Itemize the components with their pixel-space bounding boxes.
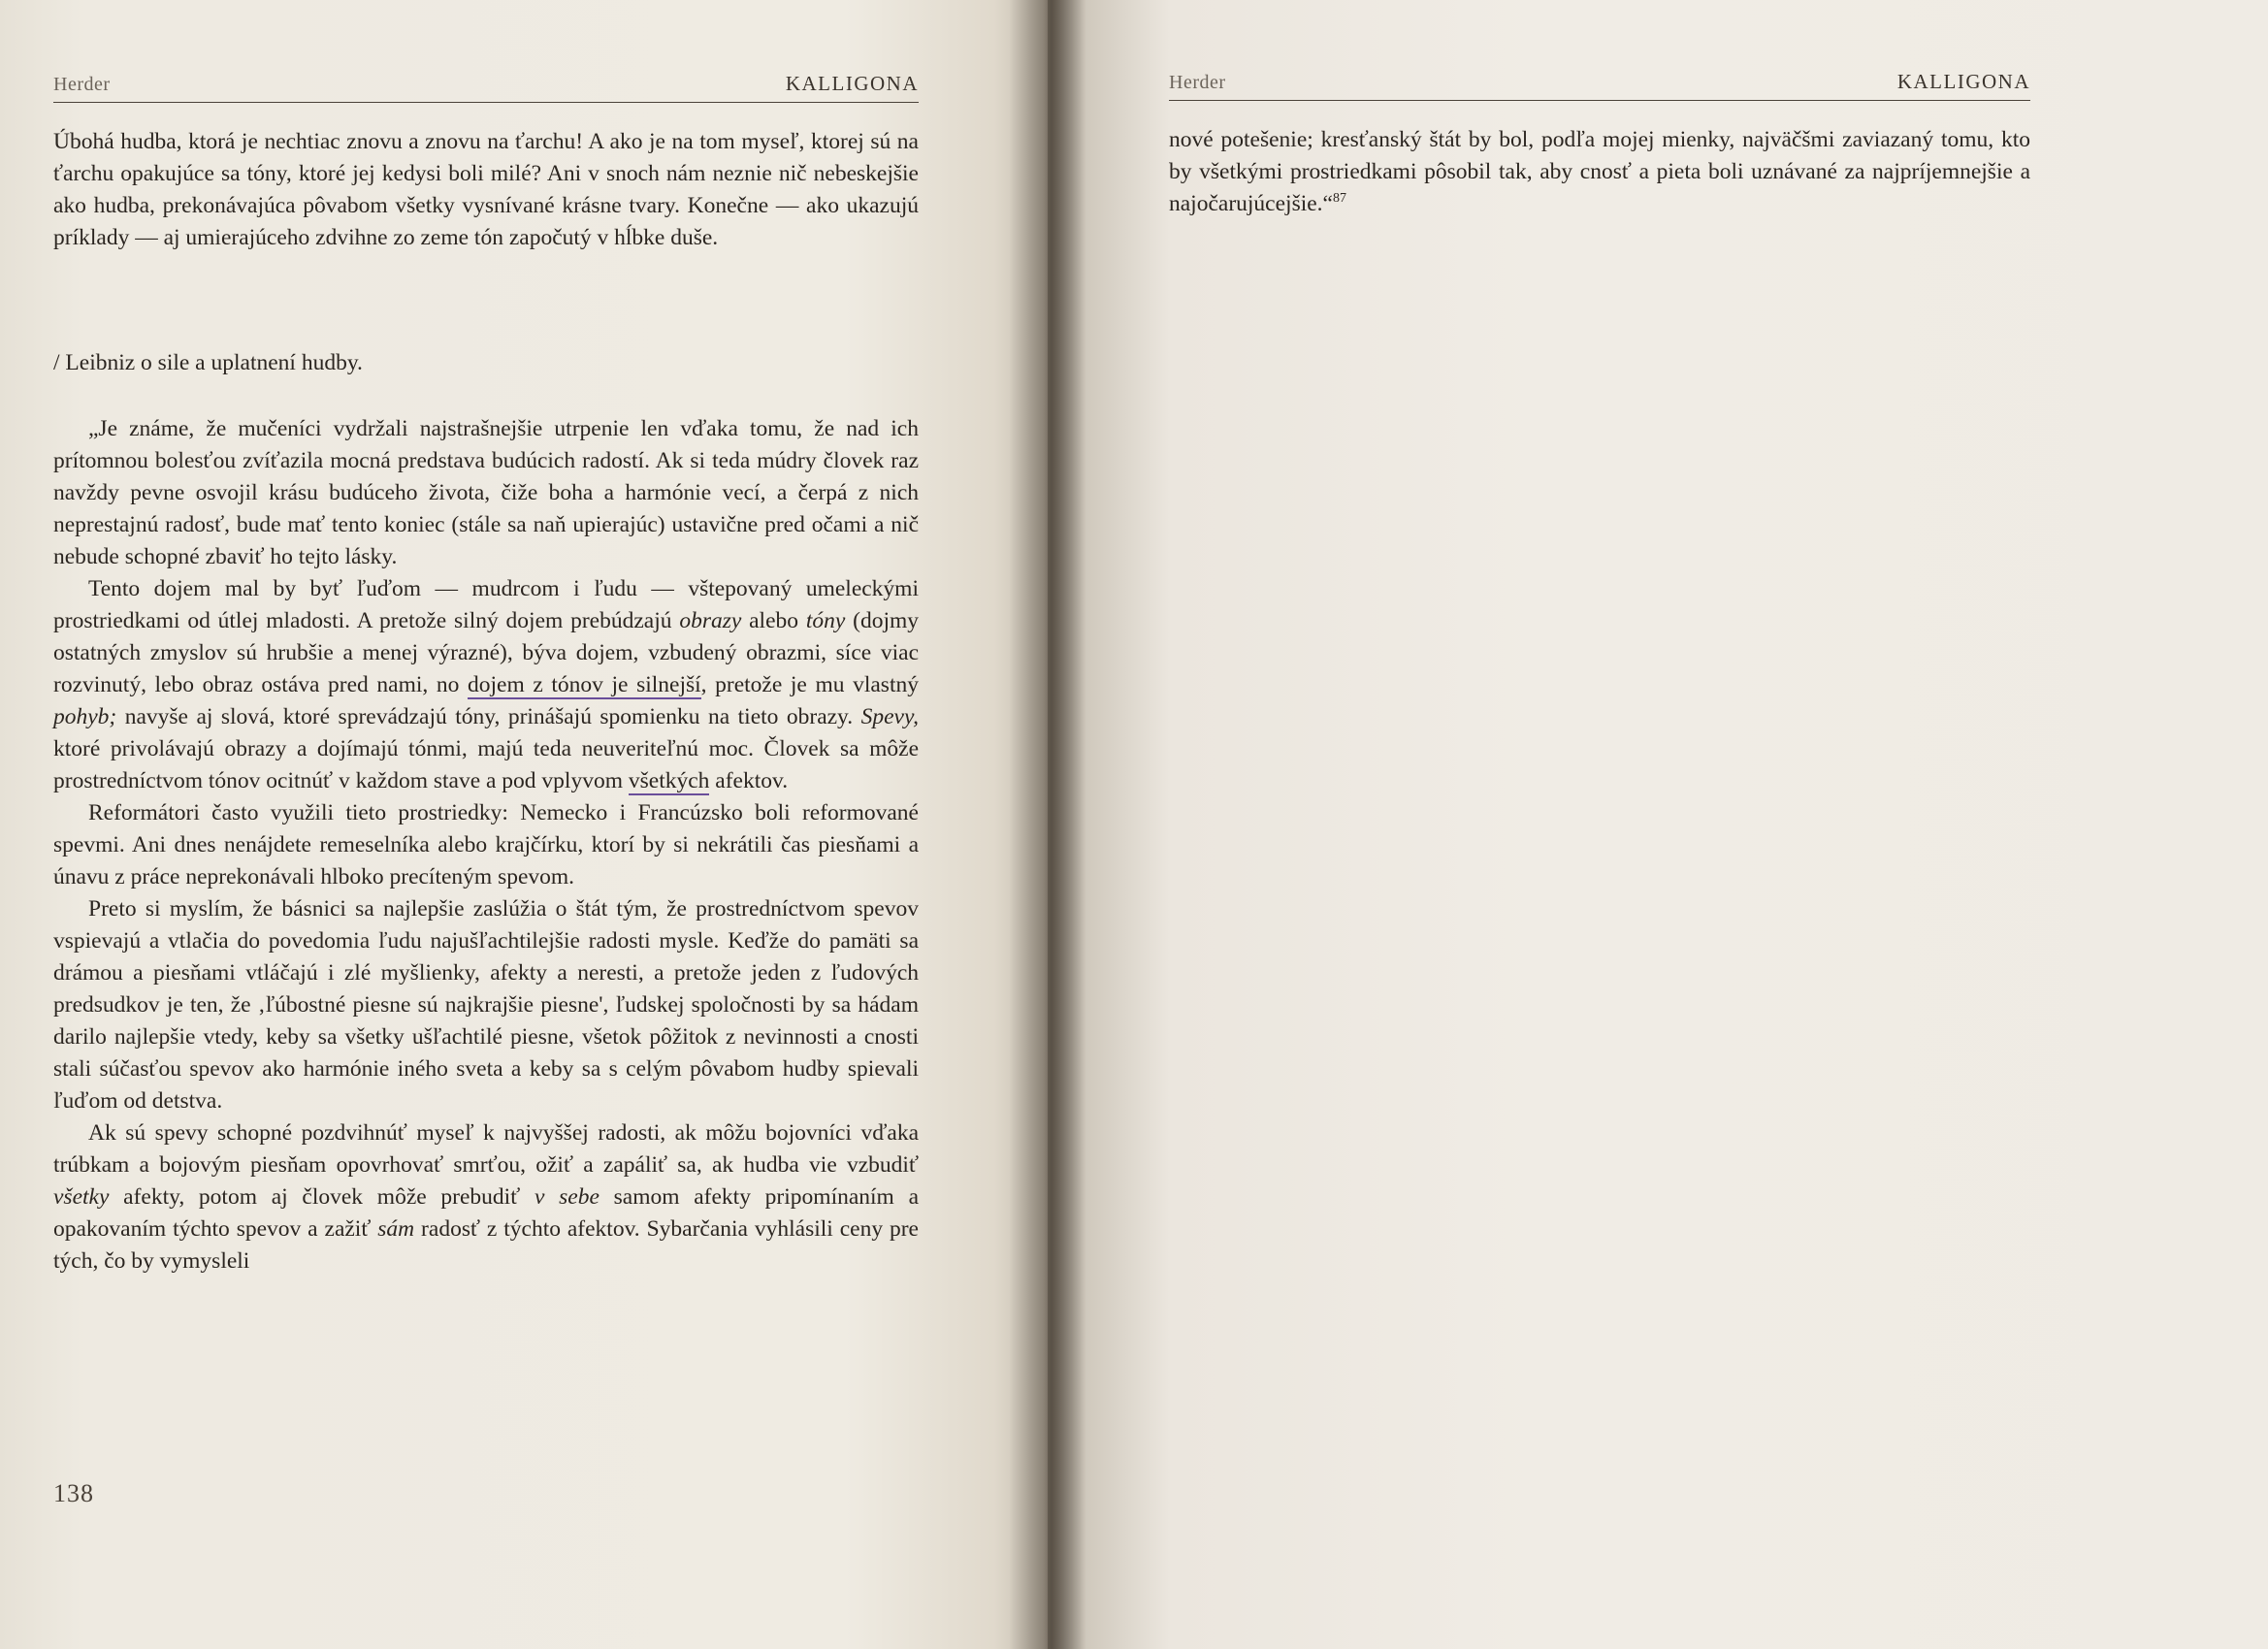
paragraph	[53, 573, 919, 797]
text-span: radosť z týchto afektov. Sybarčania vyhlásili ceny pre tých, čo by vymysleli	[53, 1216, 919, 1274]
text-span: ktoré privolávajú obrazy a dojímajú tónmi, majú teda neuveriteľnú moc. Človek sa môže prostredníctvom tónov ocitnúť v každom stave a pod vplyvom	[53, 736, 919, 793]
paragraph	[53, 1117, 919, 1277]
text-span: afektov.	[709, 768, 789, 793]
book-gutter-shadow	[1009, 0, 1086, 1649]
text-span: Tento dojem mal by byť ľuďom — mudrcom i ľudu — vštepovaný umeleckými prostriedkami od útlej mladosti. A pretože silný dojem prebúdzajú	[53, 576, 919, 633]
header-title: KALLIGONA	[785, 72, 919, 95]
ink-underline: dojem z tónov je silnejší	[467, 672, 701, 697]
text-span: , pretože je mu vlastný	[700, 672, 919, 697]
header-author: Herder	[1169, 72, 1226, 93]
paragraph: „Je známe, že mučeníci vydržali najstrašnejšie utrpenie len vďaka tomu, že nad ich prítomnou bolesťou zvíťazila mocná predstava budúcich radostí. Ak si teda múdry človek raz navždy pevne osvojil krásu budúceho života, čiže boha a harmónie vecí, a čerpá z nich neprestajnú radosť, bude mať tento koniec (stále sa naň upierajúc) ustavične pred očami a nič nebude schopné zbaviť ho tejto lásky.	[53, 416, 919, 569]
right-page	[1048, 0, 2268, 1649]
header-author: Herder	[53, 74, 111, 95]
right-running-header	[1169, 70, 2030, 101]
text-span: samom afekty pripomínaním a opakovaním týchto spevov a zažiť	[53, 1184, 919, 1242]
paragraph	[1169, 124, 2030, 220]
intro-paragraph	[53, 126, 919, 254]
section-heading	[53, 347, 919, 379]
text-span: Ak sú spevy schopné pozdvihnúť myseľ k najvyššej radosti, ak môžu bojovníci vďaka trúbkam a bojovým piesňam opovrhovať smrťou, ožiť a zapáliť sa, ak hudba vie vzbudiť	[53, 1120, 919, 1178]
header-title: KALLIGONA	[1896, 70, 2030, 93]
text-span: navyše aj slová, ktoré sprevádzajú tóny, prinášajú spomienku na tieto obrazy.	[116, 704, 861, 729]
paragraph: Preto si myslím, že básnici sa najlepšie zaslúžia o štát tým, že prostredníctvom spevov vspievajú a vtlačia do povedomia ľudu najušľachtilejšie radosti mysle. Keďže do pamäti sa drámou a piesňami vtláčajú i zlé myšlienky, afekty a neresti, a pretože jeden z ľudových predsudkov je ten, že ‚ľúbostné piesne sú najkrajšie piesne', ľudskej spoločnosti by sa hádam darilo najlepšie vtedy, keby sa všetky ušľachtilé piesne, všetok pôžitok z nevinnosti a cnosti stali súčasťou spevov ako harmónie iného sveta a keby sa s celým pôvabom hudby spievali ľuďom od detstva.	[53, 896, 919, 1114]
page-number: 138	[53, 1479, 94, 1507]
left-page	[0, 0, 1057, 1649]
emphasis: Spevy,	[860, 704, 919, 729]
body-text	[53, 413, 919, 1277]
text-span: afekty, potom aj človek môže prebudiť	[109, 1184, 535, 1210]
emphasis: sám	[377, 1216, 415, 1242]
footnote-reference: 87	[1332, 191, 1346, 207]
emphasis: tóny	[805, 608, 846, 633]
text-span: (dojmy ostatných zmyslov sú hrubšie a menej výrazné), býva dojem, vzbudený obrazmi, síce viac rozvinutý, lebo obraz ostáva pred nami, no	[53, 608, 919, 697]
text-span: alebo	[741, 608, 806, 633]
emphasis: v sebe	[534, 1184, 599, 1210]
emphasis: všetky	[53, 1184, 110, 1210]
paragraph: Reformátori často využili tieto prostriedky: Nemecko i Francúzsko boli reformované spevmi. Ani dnes nenájdete remeselníka alebo krajčírku, ktorí by si nekrátili čas piesňami a únavu z práce neprekonávali hlboko precíteným spevom.	[53, 800, 919, 889]
paragraph: Úbohá hudba, ktorá je nechtiac znovu a znovu na ťarchu! A ako je na tom myseľ, ktorej sú na ťarchu opakujúce sa tóny, ktoré jej kedysi boli milé? Ani v snoch nám neznie nič nebeskejšie ako hudba, prekonávajúca pôvabom všetky vysnívané krásne tvary. Konečne — ako ukazujú príklady — aj umierajúceho zdvihne zo zeme tón započutý v hĺbke duše.	[53, 129, 919, 250]
text-span: nové potešenie; kresťanský štát by bol, podľa mojej mienky, najväčšmi zaviazaný tomu, kto by všetkými prostriedkami pôsobil tak, aby cnosť a pieta boli uznávané za najpríjemnejšie a najočarujúcejšie.“	[1169, 127, 2030, 216]
right-body-text	[1169, 124, 2030, 220]
emphasis: obrazy	[679, 608, 742, 633]
emphasis: pohyb;	[53, 704, 117, 729]
left-running-header	[53, 72, 919, 103]
ink-underline: všetkých	[628, 768, 710, 793]
section-heading-text: / Leibniz o sile a uplatnení hudby.	[53, 350, 363, 375]
